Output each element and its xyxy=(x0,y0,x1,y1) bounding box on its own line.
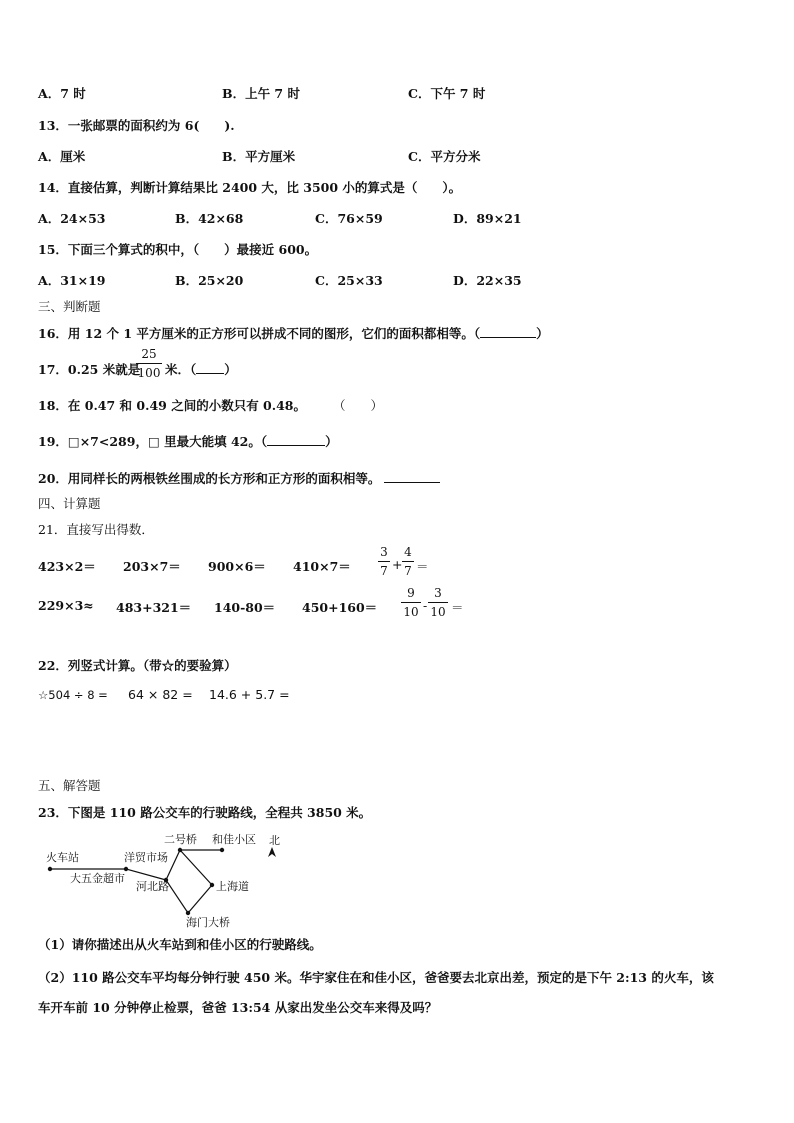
q21-frac1-a-den: 7 xyxy=(380,564,388,578)
q13-stem: 13．一张邮票的面积约为 6( ). xyxy=(38,118,235,133)
q21-stem: 21．直接写出得数． xyxy=(38,522,154,537)
q17-suffix-line xyxy=(165,360,237,378)
q19-line xyxy=(38,432,338,450)
q21-frac2-a-num: 9 xyxy=(407,586,415,600)
q22-item-3: 14.6 + 5.7 = xyxy=(209,687,290,702)
q13-option-a: A．厘米 xyxy=(38,149,86,164)
q15-option-a: A．31×19 xyxy=(38,273,106,288)
stop-dot-erhao xyxy=(178,848,182,852)
q21-frac1-a xyxy=(378,545,390,578)
q20-text: 20．用同样长的两根铁丝围成的长方形和正方形的面积相等。 xyxy=(38,471,381,486)
q21-frac2-a-den: 10 xyxy=(403,605,419,619)
q21-frac1-b-bar xyxy=(402,561,414,562)
q12-option-a: A．7 时 xyxy=(38,86,86,101)
map-label-dawujin: 大五金超市 xyxy=(70,872,125,885)
q16-close-paren: ） xyxy=(536,326,549,341)
q21-frac2-op: - xyxy=(423,598,428,613)
q15-option-b: B．25×20 xyxy=(175,273,244,288)
map-label-shanghai: 上海道 xyxy=(216,880,249,893)
q21-frac2-b-bar xyxy=(428,602,448,603)
map-label-yangmao: 洋贸市场 xyxy=(124,851,168,864)
q14-option-c: C．76×59 xyxy=(315,211,383,226)
bus-route-map xyxy=(40,830,280,930)
q21-frac2-eq: ＝ xyxy=(451,600,464,615)
q21-frac2-a-bar xyxy=(401,602,421,603)
q21-frac2-b-num: 3 xyxy=(434,586,442,600)
q21-frac1-a-bar xyxy=(378,561,390,562)
section-heading-judgement: 三、判断题 xyxy=(38,299,101,314)
q15-stem: 15．下面三个算式的积中，（ ）最接近 600。 xyxy=(38,242,318,257)
stop-dot-hejia xyxy=(220,848,224,852)
q21-r2-c3: 140-80＝ xyxy=(214,600,276,615)
route-line-loop xyxy=(166,850,212,913)
q17-fraction-denominator: 100 xyxy=(137,366,161,380)
q21-frac1-eq: ＝ xyxy=(416,559,429,574)
q20-answer-blank xyxy=(384,470,440,483)
q21-r1-c1: 423×2＝ xyxy=(38,559,96,574)
q14-option-b: B．42×68 xyxy=(175,211,244,226)
q21-frac2-b-den: 10 xyxy=(430,605,446,619)
q21-r2-c2: 483+321＝ xyxy=(116,600,192,615)
map-label-erhao: 二号桥 xyxy=(164,833,197,846)
q21-r2-c4: 450+160＝ xyxy=(302,600,378,615)
q21-frac1-a-num: 3 xyxy=(380,545,388,559)
q23-stem: 23．下图是 110 路公交车的行驶路线，全程共 3850 米。 xyxy=(38,805,372,820)
q17-answer-blank xyxy=(196,361,224,374)
q21-frac2-a xyxy=(401,586,421,619)
stop-dot-train-station xyxy=(48,867,52,871)
q22-stem: 22．列竖式计算。（带☆的要验算） xyxy=(38,658,237,673)
map-label-train-station: 火车站 xyxy=(46,851,79,864)
q17-fraction xyxy=(136,347,162,380)
q22-item-2: 64 × 82 = xyxy=(128,687,193,702)
q21-frac1-op: + xyxy=(392,557,403,572)
map-label-hejia: 和佳小区 xyxy=(212,833,256,846)
map-label-north: 北 xyxy=(269,834,280,847)
q13-option-c: C．平方分米 xyxy=(408,149,481,164)
q19-answer-blank xyxy=(267,433,325,446)
q21-frac1-b xyxy=(402,545,414,578)
q21-frac1-b-den: 7 xyxy=(404,564,412,578)
q17-suffix: 米．（ xyxy=(165,362,197,377)
q22-item-1: ☆504 ÷ 8 = xyxy=(38,688,108,702)
q17-fraction-numerator: 25 xyxy=(141,347,157,361)
stop-dot-yangmao xyxy=(124,867,128,871)
q17-fraction-bar xyxy=(136,363,162,364)
q19-close-paren: ） xyxy=(325,434,338,449)
map-label-hebei: 河北路 xyxy=(136,880,169,893)
q16-line xyxy=(38,324,549,342)
q20-line xyxy=(38,469,440,487)
q19-text: 19．□×7<289，□ 里最大能填 42。（ xyxy=(38,434,268,449)
q12-option-c: C．下午 7 时 xyxy=(408,86,486,101)
section-heading-calculation: 四、计算题 xyxy=(38,496,101,511)
stop-dot-haimen xyxy=(186,911,190,915)
q14-stem: 14．直接估算，判断计算结果比 2400 大，比 3500 小的算式是（ ）。 xyxy=(38,180,462,195)
q21-r1-c2: 203×7＝ xyxy=(123,559,181,574)
north-arrow-icon xyxy=(268,847,276,857)
q18-answer-paren: （ ） xyxy=(333,398,384,413)
stop-dot-shanghai xyxy=(210,883,214,887)
map-label-haimen: 海门大桥 xyxy=(186,916,230,929)
q16-answer-blank xyxy=(480,325,536,338)
section-heading-word-problems: 五、解答题 xyxy=(38,778,101,793)
q17-prefix: 17．0.25 米就是 xyxy=(38,362,141,377)
q23-part2-line1: （2）110 路公交车平均每分钟行驶 450 米。华宇家住在和佳小区，爸爸要去北京出差，预定的是下午 2:13 的火车，该 xyxy=(38,970,714,985)
q12-option-b: B．上午 7 时 xyxy=(222,86,300,101)
q18-text: 18．在 0.47 和 0.49 之间的小数只有 0.48。 xyxy=(38,398,306,413)
q21-r1-c4: 410×7＝ xyxy=(293,559,351,574)
q21-r1-c3: 900×6＝ xyxy=(208,559,266,574)
q23-part1: （1）请你描述出从火车站到和佳小区的行驶路线。 xyxy=(38,937,322,952)
q21-r2-c1: 229×3≈ xyxy=(38,598,94,613)
q17-close-paren: ） xyxy=(224,362,237,377)
q21-frac1-b-num: 4 xyxy=(404,545,412,559)
q15-option-c: C．25×33 xyxy=(315,273,383,288)
q14-option-d: D．89×21 xyxy=(453,211,522,226)
q13-option-b: B．平方厘米 xyxy=(222,149,296,164)
q14-option-a: A．24×53 xyxy=(38,211,106,226)
q15-option-d: D．22×35 xyxy=(453,273,522,288)
q16-text: 16．用 12 个 1 平方厘米的正方形可以拼成不同的图形，它们的面积都相等。（ xyxy=(38,326,481,341)
q21-frac2-b xyxy=(428,586,448,619)
q23-part2-line2: 车开车前 10 分钟停止检票，爸爸 13:54 从家出发坐公交车来得及吗？ xyxy=(38,1000,438,1015)
